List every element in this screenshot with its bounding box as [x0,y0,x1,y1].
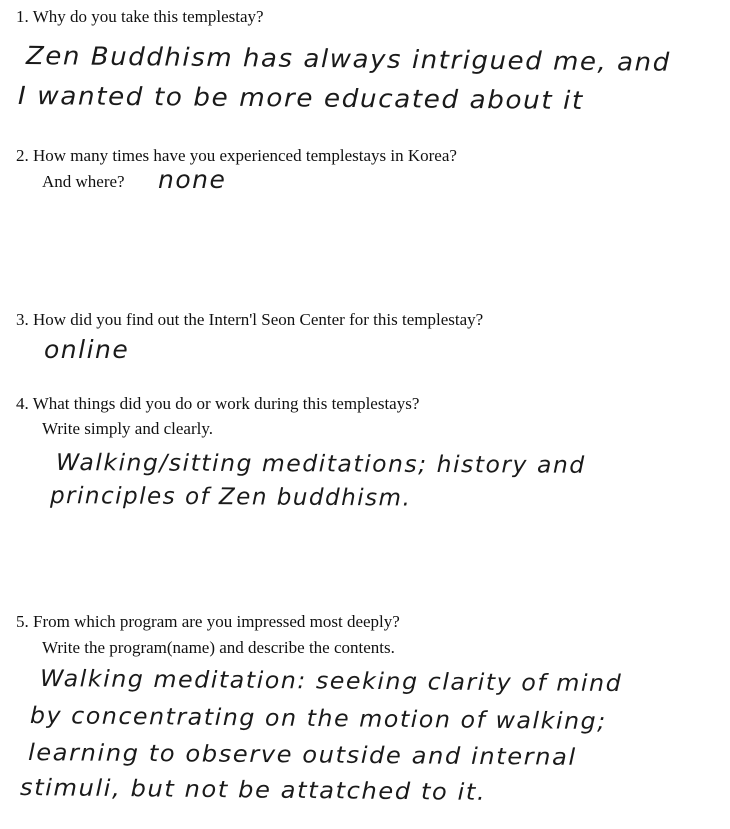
question-4-prompt: 4. What things did you do or work during this templestays? [16,394,420,413]
question-1-answer-line-1: Zen Buddhism has always intrigued me, and [25,41,671,77]
question-5-prompt: 5. From which program are you impressed most deeply? [16,612,400,631]
question-5-sub-prompt: Write the program(name) and describe the contents. [42,638,395,657]
question-2-sub-prompt: And where? [42,172,125,191]
question-5-answer-line-4: stimuli, but not be attatched to it. [19,775,487,806]
question-5-answer-line-3: learning to observe outside and internal [27,740,577,771]
question-4-answer-line-1: Walking/sitting meditations; history and [55,450,586,479]
question-5-answer-line-1: Walking meditation: seeking clarity of mind [39,666,623,698]
question-1-prompt: 1. Why do you take this templestay? [16,7,264,26]
question-2-prompt: 2. How many times have you experienced templestays in Korea? [16,146,457,165]
question-4-sub-prompt: Write simply and clearly. [42,419,213,438]
question-2-answer: none [158,165,227,194]
question-1-answer-line-2: I wanted to be more educated about it [17,81,584,115]
question-3-answer: online [44,335,130,364]
question-3-prompt: 3. How did you find out the Intern'l Seon Center for this templestay? [16,310,484,329]
question-5-answer-line-2: by concentrating on the motion of walking; [29,703,607,736]
question-4-answer-line-2: principles of Zen buddhism. [49,483,412,512]
